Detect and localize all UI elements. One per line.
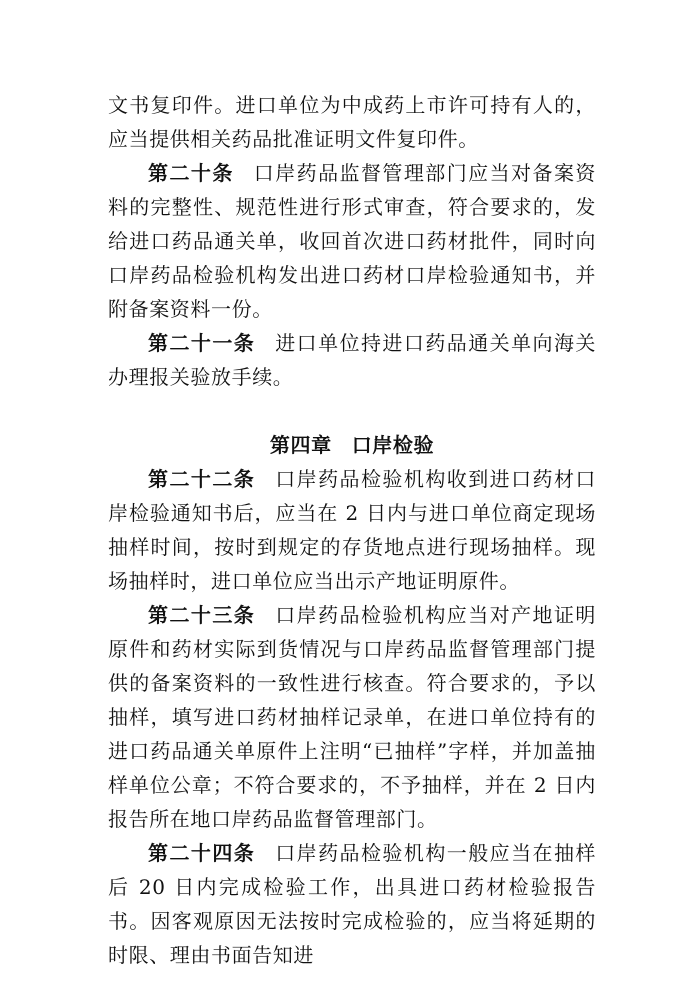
paragraph-text: 文书复印件。进口单位为中成药上市许可持有人的，应当提供相关药品批准证明文件复印件。 [108,93,596,151]
article-label: 第二十三条 [148,603,256,627]
article-text: 口岸药品检验机构一般应当在抽样后 20 日内完成检验工作，出具进口药材检验报告书。因客观原因无法按时完成检验的，应当将延期的时限、理由书面告知进 [108,841,597,967]
article-label: 第二十四条 [148,841,256,865]
article-20 [108,156,596,326]
article-23 [108,598,596,836]
article-21 [108,326,596,394]
article-text: 口岸药品检验机构收到进口药材口岸检验通知书后，应当在 2 日内与进口单位商定现场抽样时间，按时到规定的存货地点进行现场抽样。现场抽样时，进口单位应当出示产地证明原件。 [108,467,597,593]
article-text: 口岸药品监督管理部门应当对备案资料的完整性、规范性进行形式审查，符合要求的，发给进口药品通关单，收回首次进口药材批件，同时向口岸药品检验机构发出进口药材口岸检验通知书，并附备案资料一份。 [108,161,596,321]
document-body [108,88,596,972]
article-text: 口岸药品检验机构应当对产地证明原件和药材实际到货情况与口岸药品监督管理部门提供的备案资料的一致性进行核查。符合要求的，予以抽样，填写进口药材抽样记录单，在进口单位持有的进口药品通关单原件上注明“已抽样”字样，并加盖抽样单位公章；不符合要求的，不予抽样，并在 2 日内报告所在地口岸药品监督管理部门。 [108,603,597,831]
article-22 [108,462,596,598]
chapter-heading [108,428,596,462]
article-text: 进口单位持进口药品通关单向海关办理报关验放手续。 [108,331,597,389]
article-label: 第二十一条 [148,331,256,355]
article-label: 第二十条 [148,161,234,185]
chapter-title: 口岸检验 [351,433,435,457]
article-label: 第二十二条 [148,467,256,491]
article-24 [108,836,596,972]
paragraph-continuation [108,88,596,156]
chapter-number: 第四章 [269,433,332,457]
